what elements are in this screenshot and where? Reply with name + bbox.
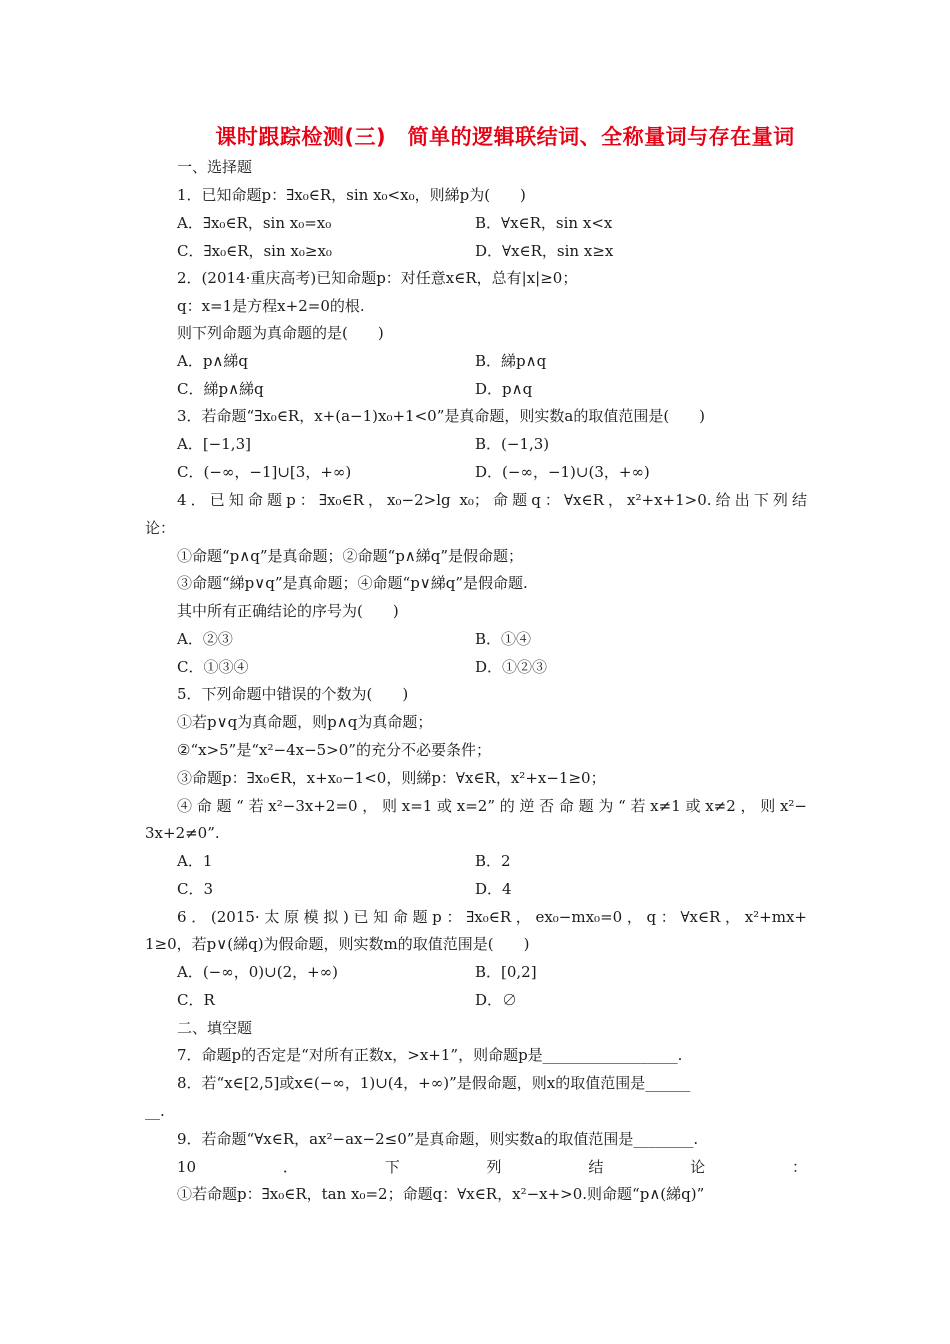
text-line: B．2: [475, 852, 511, 870]
text-line: 10．下列结论：: [177, 1158, 807, 1176]
text-line: B．(−1,3): [475, 435, 550, 453]
text-line: 2．(2014·重庆高考)已知命题p：对任意x∈R，总有|x|≥0；: [177, 269, 578, 287]
text-line: A．[−1,3]: [177, 435, 251, 453]
text-line: D．p∧q: [475, 380, 533, 398]
text-line: 其中所有正确结论的序号为( ): [177, 602, 399, 620]
text-line: 则下列命题为真命题的是( ): [177, 324, 384, 342]
text-line: ①命题“p∧q”是真命题；②命题“p∧綈q”是假命题；: [177, 547, 524, 565]
text-line: D．∅: [475, 991, 518, 1009]
text-line: C．①③④: [177, 658, 249, 676]
text-line: ③命题“綈p∨q”是真命题；④命题“p∨綈q”是假命题.: [177, 574, 528, 592]
text-line: 1．已知命题p：∃x₀∈R，sin x₀<x₀，则綈p为( ): [177, 186, 526, 204]
text-line: ①若命题p：∃x₀∈R，tan x₀=2；命题q：∀x∈R，x²−x+>0.则命题“p∧(綈q)”: [177, 1185, 705, 1203]
text-line: 1≥0，若p∨(綈q)为假命题，则实数m的取值范围是( ): [145, 935, 530, 953]
text-line: A．∃x₀∈R，sin x₀=x₀: [177, 214, 332, 232]
text-line: ①若p∨q为真命题，则p∧q为真命题；: [177, 713, 433, 731]
text-line: 论：: [145, 519, 176, 537]
text-line: B．綈p∧q: [475, 352, 547, 370]
text-line: 4．已知命题p：∃x₀∈R，x₀−2>lg x₀；命题q：∀x∈R，x²+x+1>0.给出下列结: [177, 491, 807, 509]
text-line: D．4: [475, 880, 512, 898]
text-line: D．(−∞，−1)∪(3，+∞): [475, 463, 650, 481]
text-line: C．綈p∧綈q: [177, 380, 264, 398]
text-line: D．①②③: [475, 658, 548, 676]
text-line: 8．若“x∈[2,5]或x∈(−∞，1)∪(4，+∞)”是假命题，则x的取值范围是______: [177, 1074, 691, 1092]
page-title: 课时跟踪检测(三) 简单的逻辑联结词、全称量词与存在量词: [215, 125, 795, 149]
text-line: A．②③: [177, 630, 233, 648]
text-line: D．∀x∈R，sin x≥x: [475, 242, 614, 260]
text-line: 3．若命题“∃x₀∈R，x+(a−1)x₀+1<0”是真命题，则实数a的取值范围是( ): [177, 407, 706, 425]
text-line: ④命题“若x²−3x+2=0，则x=1或x=2”的逆否命题为“若x≠1或x≠2，则x²−: [177, 797, 807, 815]
text-line: ②“x>5”是“x²−4x−5>0”的充分不必要条件；: [177, 741, 491, 759]
text-line: 7．命题p的否定是“对所有正数x，>x+1”，则命题p是__________________.: [177, 1046, 683, 1064]
text-line: __.: [145, 1102, 165, 1120]
text-line: B．①④: [475, 630, 532, 648]
text-line: B．[0,2]: [475, 963, 537, 981]
text-line: A．p∧綈q: [177, 352, 249, 370]
text-line: ③命题p：∃x₀∈R，x+x₀−1<0，则綈p：∀x∈R，x²+x−1≥0；: [177, 769, 606, 787]
text-line: C．3: [177, 880, 214, 898]
text-line: 6．(2015·太原模拟)已知命题p：∃x₀∈R，ex₀−mx₀=0，q：∀x∈R，x²+mx+: [177, 908, 807, 926]
text-line: C．∃x₀∈R，sin x₀≥x₀: [177, 242, 332, 260]
text-line: C．R: [177, 991, 215, 1009]
text-line: 二、填空题: [177, 1019, 253, 1037]
text-line: A．1: [177, 852, 213, 870]
text-line: 一、选择题: [177, 158, 253, 176]
text-line: B．∀x∈R，sin x<x: [475, 214, 613, 232]
text-line: q：x=1是方程x+2=0的根.: [177, 297, 365, 315]
text-line: 3x+2≠0”.: [145, 824, 220, 842]
text-line: A．(−∞，0)∪(2，+∞): [177, 963, 339, 981]
text-line: 9．若命题“∀x∈R，ax²−ax−2≤0”是真命题，则实数a的取值范围是________.: [177, 1130, 699, 1148]
text-line: C．(−∞，−1]∪[3，+∞): [177, 463, 352, 481]
text-line: 5．下列命题中错误的个数为( ): [177, 685, 409, 703]
